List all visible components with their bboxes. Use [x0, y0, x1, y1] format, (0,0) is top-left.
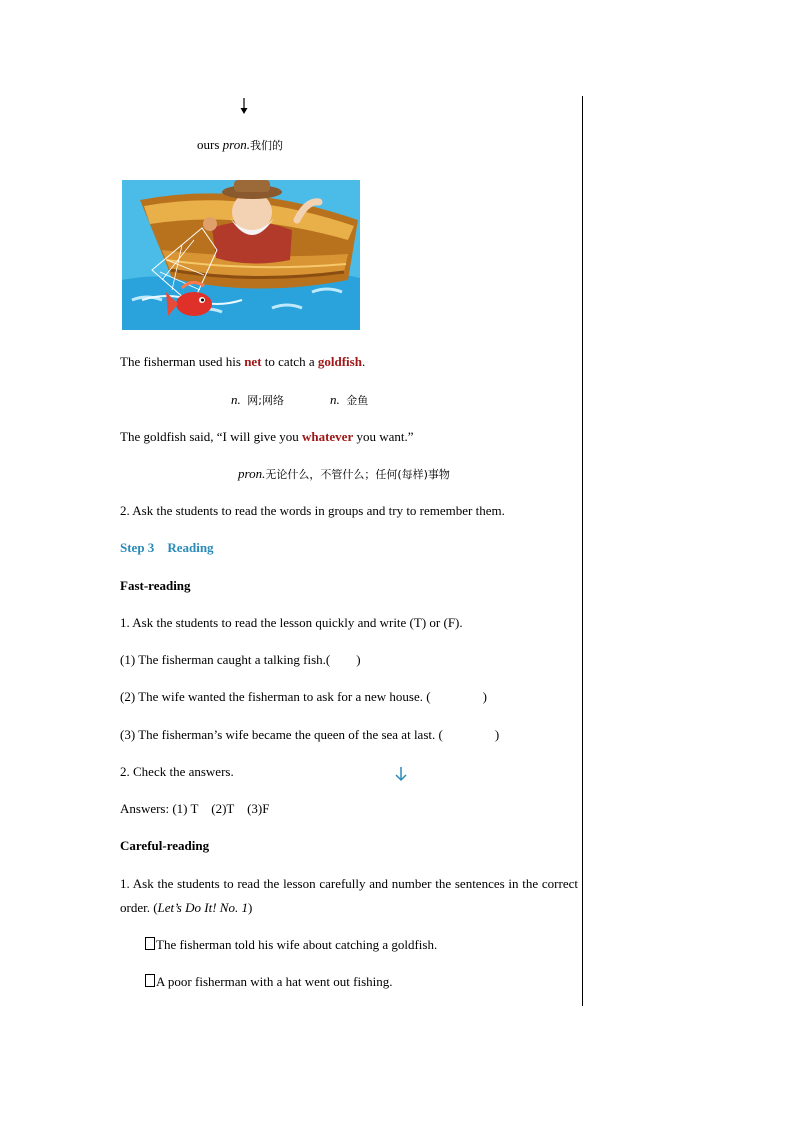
- fast-reading-title: Fast-reading: [120, 578, 191, 593]
- careful-reading-instruction: 1. Ask the students to read the lesson carefully and number the sentences in the correct order. (Let’s Do It! No. 1): [120, 876, 578, 915]
- order-item-2: A poor fisherman with a hat went out fishing.: [145, 974, 393, 990]
- vocab-ours: ours pron.我们的: [197, 137, 283, 152]
- step3-heading: Step 3 Reading: [120, 540, 214, 555]
- check-answers: 2. Check the answers.: [120, 764, 234, 779]
- teal-down-arrow-icon: [394, 766, 408, 782]
- gloss-whatever: pron.无论什么，不管什么；任何(每样)事物: [238, 466, 450, 481]
- gloss-net: n. 网;网络: [231, 392, 284, 407]
- tf-item-1: (1) The fisherman caught a talking fish.( ): [120, 652, 361, 667]
- tf-item-3: (3) The fisherman’s wife became the queen of the sea at last. ( ): [120, 727, 500, 742]
- fisherman-boat-illustration: [122, 180, 360, 330]
- instruction-read-words: 2. Ask the students to read the words in groups and try to remember them.: [120, 503, 505, 518]
- margin-line: [582, 96, 583, 1006]
- answers: Answers: (1) T (2)T (3)F: [120, 801, 270, 816]
- gloss-goldfish: n. 金鱼: [330, 392, 369, 407]
- down-arrow-icon: [238, 97, 250, 115]
- sentence-net: The fisherman used his net to catch a goldfish.: [120, 354, 366, 369]
- number-box[interactable]: [145, 974, 155, 987]
- tf-item-2: (2) The wife wanted the fisherman to ask for a new house. ( ): [120, 689, 487, 704]
- careful-reading-title: Careful-reading: [120, 838, 210, 853]
- sentence-whatever: The goldfish said, “I will give you whatever you want.”: [120, 429, 414, 444]
- fast-reading-instruction: 1. Ask the students to read the lesson quickly and write (T) or (F).: [120, 615, 463, 630]
- number-box[interactable]: [145, 937, 155, 950]
- order-item-1: The fisherman told his wife about catching a goldfish.: [145, 937, 437, 953]
